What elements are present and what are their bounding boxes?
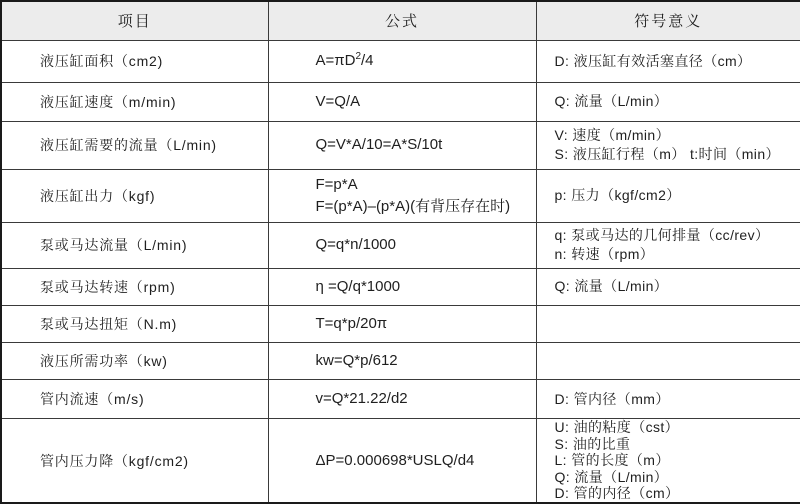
symbol-line: Q: 流量（L/min）	[554, 278, 669, 295]
symbol-line: S: 液压缸行程（m） t:时间（min）	[554, 146, 780, 163]
formula-line: Q=q*n/1000	[315, 236, 396, 254]
item-label: 液压所需功率（kw)	[1, 343, 268, 380]
table-row	[1, 222, 800, 268]
symbol-line: V: 速度（m/min）	[554, 127, 671, 144]
symbol-line: p: 压力（kgf/cm2）	[554, 187, 681, 204]
symbol-cell	[536, 306, 800, 343]
symbol-line: Q: 流量（L/min）	[554, 468, 669, 485]
symbol-line: U: 油的粘度（cst）	[554, 419, 680, 436]
formula-line: F=(p*A)–(p*A)(有背压存在时)	[315, 197, 511, 215]
table-row	[1, 169, 800, 222]
symbol-line: n: 转速（rpm）	[554, 246, 655, 263]
symbol-cell	[536, 268, 800, 305]
formula-line: η =Q/q*1000	[315, 277, 401, 295]
symbol-cell	[536, 169, 800, 222]
item-label: 管内压力降（kgf/cm2)	[1, 419, 268, 503]
formula-cell	[268, 419, 536, 503]
symbol-cell	[536, 40, 800, 82]
item-label: 液压缸出力（kgf)	[1, 169, 268, 222]
symbol-line: S: 油的比重	[554, 435, 631, 452]
formula-cell	[268, 121, 536, 169]
header-item: 项目	[1, 1, 268, 40]
formula-post: /4	[361, 52, 374, 70]
formula-cell	[268, 380, 536, 419]
item-label: 液压缸速度（m/min)	[1, 82, 268, 121]
symbol-line: D: 液压缸有效活塞直径（cm）	[554, 52, 752, 69]
formula-line: ΔP=0.000698*USLQ/d4	[315, 451, 475, 469]
symbol-line: D: 管内径（mm）	[554, 390, 670, 407]
table-row	[1, 82, 800, 121]
symbol-cell	[536, 82, 800, 121]
table-row	[1, 343, 800, 380]
symbol-line: Q: 流量（L/min）	[554, 93, 669, 110]
item-label: 泵或马达流量（L/min)	[1, 222, 268, 268]
header-symbol-meaning: 符号意义	[536, 1, 800, 40]
formula-cell	[268, 169, 536, 222]
formula-line: kw=Q*p/612	[315, 352, 398, 370]
formula-line: V=Q/A	[315, 92, 361, 110]
formula-superscript: 2	[355, 51, 362, 63]
table-row	[1, 40, 800, 82]
item-label: 泵或马达转速（rpm)	[1, 268, 268, 305]
formula-line: Q=V*A/10=A*S/10t	[315, 136, 443, 154]
symbol-cell	[536, 121, 800, 169]
formula-cell	[268, 268, 536, 305]
item-label: 液压缸面积（cm2)	[1, 40, 268, 82]
table-row	[1, 121, 800, 169]
formula-cell	[268, 82, 536, 121]
formula-line	[316, 50, 536, 72]
table-row	[1, 268, 800, 305]
symbol-cell	[536, 222, 800, 268]
item-label: 管内流速（m/s)	[1, 380, 268, 419]
table-row	[1, 380, 800, 419]
formula-line: F=p*A	[315, 175, 358, 193]
formula-cell	[268, 222, 536, 268]
item-label: 泵或马达扭矩（N.m)	[1, 306, 268, 343]
symbol-cell	[536, 380, 800, 419]
header-row	[1, 1, 800, 40]
formula-line: v=Q*21.22/d2	[315, 390, 408, 408]
symbol-line: q: 泵或马达的几何排量（cc/rev）	[554, 227, 770, 244]
table-row	[1, 306, 800, 343]
symbol-line: L: 管的长度（m）	[554, 452, 670, 469]
symbol-cell	[536, 343, 800, 380]
header-formula: 公式	[268, 1, 536, 40]
symbol-cell	[536, 419, 800, 503]
symbol-line: D: 管的内径（cm）	[554, 485, 680, 502]
formula-cell	[268, 306, 536, 343]
formula-pre: A=πD	[315, 52, 356, 70]
item-label: 液压缸需要的流量（L/min)	[1, 121, 268, 169]
formula-cell	[268, 343, 536, 380]
formula-line: T=q*p/20π	[315, 315, 388, 333]
table-row	[1, 419, 800, 503]
formula-cell	[268, 40, 536, 82]
